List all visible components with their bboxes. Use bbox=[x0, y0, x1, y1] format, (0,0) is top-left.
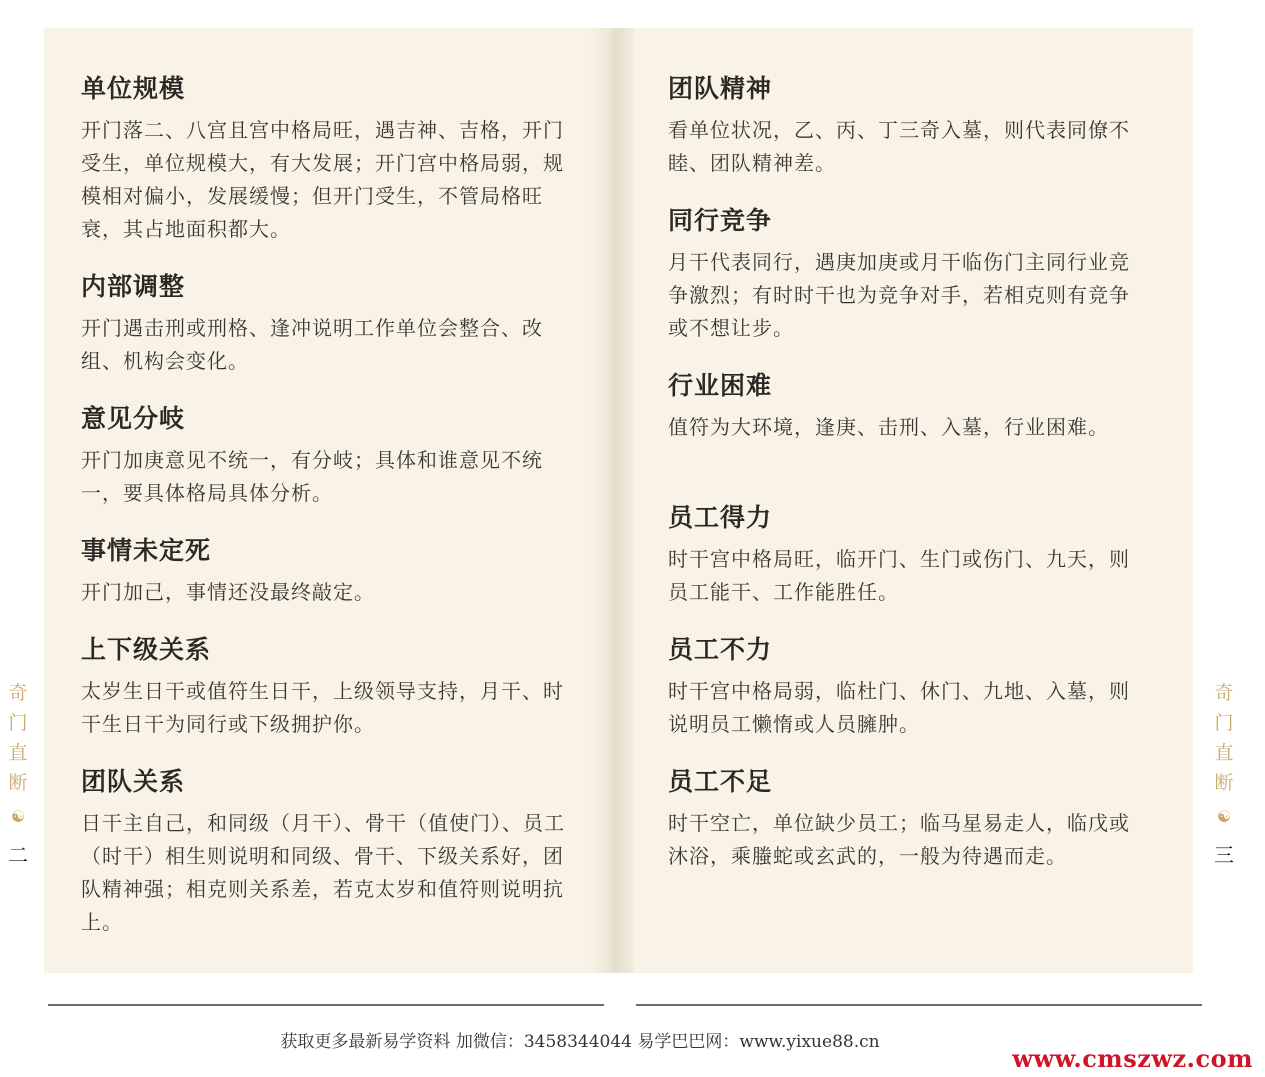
running-title-char: 断 bbox=[1214, 772, 1234, 794]
section-body: 太岁生日干或值符生日干，上级领导支持，月干、时干生日干为同行或下级拥护你。 bbox=[81, 679, 564, 736]
section-body: 开门加己，事情还没最终敲定。 bbox=[81, 580, 375, 604]
book-gutter bbox=[590, 28, 634, 973]
section-disagreement bbox=[81, 404, 576, 510]
running-title-char: 奇 bbox=[8, 682, 28, 704]
left-running-title bbox=[6, 678, 30, 870]
footer-rule-right bbox=[636, 1004, 1202, 1006]
section-heading: 上下级关系 bbox=[81, 635, 212, 664]
section-staff-shortage bbox=[668, 767, 1146, 873]
running-title-char: 门 bbox=[8, 712, 28, 734]
section-body: 看单位状况，乙、丙、丁三奇入墓，则代表同僚不睦、团队精神差。 bbox=[668, 118, 1130, 175]
section-body: 开门遇击刑或刑格、逢冲说明工作单位会整合、改组、机构会变化。 bbox=[81, 316, 543, 373]
section-heading: 员工得力 bbox=[668, 503, 773, 532]
section-heading: 员工不力 bbox=[668, 635, 773, 664]
section-body: 日干主自己，和同级（月干）、骨干（值使门）、员工（时干）相生则说明和同级、骨干、下级关系好，团队精神强；相克则关系差，若克太岁和值符则说明抗上。 bbox=[81, 811, 565, 934]
section-heading: 单位规模 bbox=[81, 74, 186, 103]
section-body: 月干代表同行，遇庚加庚或月干临伤门主同行业竞争激烈；有时时干也为竞争对手，若相克则有竞争或不想让步。 bbox=[668, 250, 1130, 340]
section-heading: 同行竞争 bbox=[668, 206, 773, 235]
yin-yang-icon: ☯ bbox=[10, 807, 26, 826]
running-title-char: 门 bbox=[1214, 712, 1234, 734]
running-title-char: 奇 bbox=[1214, 682, 1234, 704]
section-heading: 员工不足 bbox=[668, 767, 773, 796]
footer-notice: 获取更多最新易学资料 加微信：3458344044 易学巴巴网：www.yixue88.cn bbox=[280, 1032, 880, 1052]
section-team-spirit bbox=[668, 74, 1146, 180]
section-internal-adjustment bbox=[81, 272, 576, 378]
section-undecided bbox=[81, 536, 576, 609]
section-body: 时干宫中格局旺，临开门、生门或伤门、九天，则员工能干、工作能胜任。 bbox=[668, 547, 1130, 604]
section-heading: 意见分岐 bbox=[81, 404, 186, 433]
section-body: 值符为大环境，逢庚、击刑、入墓，行业困难。 bbox=[668, 415, 1109, 439]
section-body: 时干宫中格局弱，临杜门、休门、九地、入墓，则说明员工懒惰或人员臃肿。 bbox=[668, 679, 1130, 736]
page-number: 三 bbox=[1214, 843, 1234, 867]
section-hierarchy bbox=[81, 635, 576, 741]
section-heading: 团队精神 bbox=[668, 74, 773, 103]
section-heading: 内部调整 bbox=[81, 272, 186, 301]
section-team-relations bbox=[81, 767, 576, 939]
section-body: 时干空亡，单位缺少员工；临马星易走人，临戊或沐浴，乘螣蛇或玄武的，一般为待遇而走。 bbox=[668, 811, 1130, 868]
section-industry-difficulty bbox=[668, 371, 1146, 444]
right-running-title bbox=[1212, 678, 1236, 870]
section-body: 开门加庚意见不统一，有分岐；具体和谁意见不统一，要具体格局具体分析。 bbox=[81, 448, 543, 505]
running-title-char: 断 bbox=[8, 772, 28, 794]
section-body: 开门落二、八宫且宫中格局旺，遇吉神、吉格，开门受生，单位规模大，有大发展；开门宫中格局弱，规模相对偏小，发展缓慢；但开门受生，不管局格旺衰，其占地面积都大。 bbox=[81, 118, 564, 241]
page-number: 二 bbox=[8, 843, 28, 867]
section-unit-scale bbox=[81, 74, 576, 246]
running-title-char: 直 bbox=[1214, 742, 1234, 764]
footer-rule-left bbox=[48, 1004, 604, 1006]
section-capable-staff bbox=[668, 503, 1146, 609]
section-heading: 团队关系 bbox=[81, 767, 186, 796]
section-heading: 事情未定死 bbox=[81, 536, 212, 565]
section-competition bbox=[668, 206, 1146, 345]
section-weak-staff bbox=[668, 635, 1146, 741]
yin-yang-icon: ☯ bbox=[1216, 807, 1232, 826]
watermark: www.cmszwz.com bbox=[1012, 1044, 1253, 1073]
running-title-char: 直 bbox=[8, 742, 28, 764]
section-heading: 行业困难 bbox=[668, 371, 773, 400]
